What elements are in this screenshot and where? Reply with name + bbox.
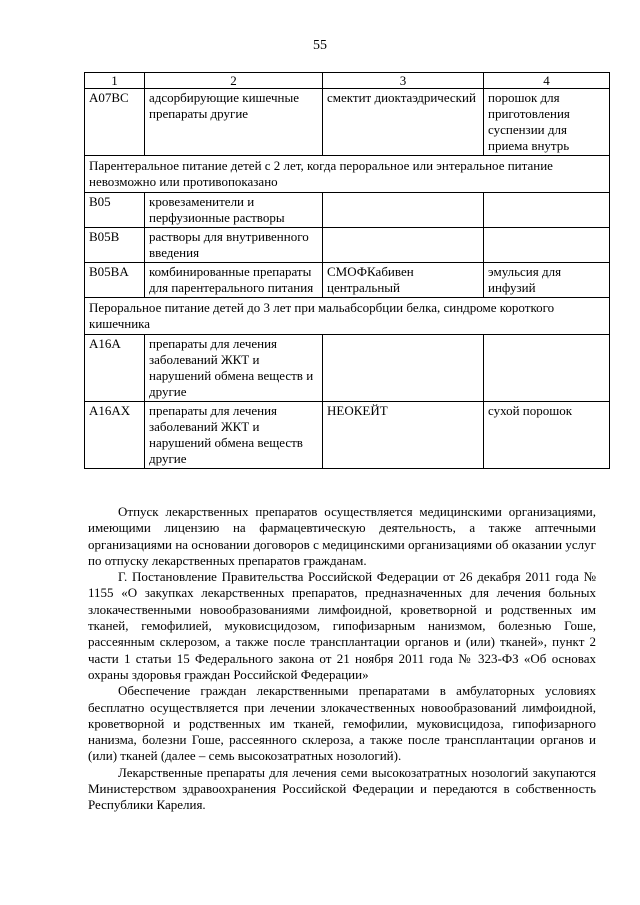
table-row	[85, 89, 610, 156]
table-row	[85, 335, 610, 402]
column-header: 4	[484, 73, 610, 89]
section-title: Парентеральное питание детей с 2 лет, когда пероральное или энтеральное питание невозможно или противопоказано	[85, 156, 610, 193]
group-name-cell: растворы для внутривенного введения	[145, 228, 323, 263]
form-cell: эмульсия для инфузий	[484, 263, 610, 298]
group-name-cell: препараты для лечения заболеваний ЖКТ и нарушений обмена веществ и другие	[145, 335, 323, 402]
drug-name-cell: НЕОКЕЙТ	[323, 402, 484, 469]
drug-name-cell	[323, 193, 484, 228]
atc-code-cell: B05	[85, 193, 145, 228]
form-cell: порошок для приготовления суспензии для приема внутрь	[484, 89, 610, 156]
drug-name-cell	[323, 228, 484, 263]
form-cell	[484, 193, 610, 228]
atc-code-cell: A16A	[85, 335, 145, 402]
table-header-row	[85, 73, 610, 89]
paragraph: Отпуск лекарственных препаратов осуществляется медицинскими организациями, имеющими лицензию на фармацевтическую деятельность, а также аптечными организациями на основании договоров с медицинскими организациями об оказании услуг по отпуску лекарственных препаратов гражданам.	[88, 504, 596, 568]
drug-name-cell	[323, 335, 484, 402]
paragraph: Обеспечение граждан лекарственными препаратами в амбулаторных условиях бесплатно осуществляется при лечении злокачественных новообразований лимфоидной, кроветворной и родственных им тканей, гемофилии, муковисцидоза, гипофизарного нанизма, болезни Гоше, рассеянного склероза, а также после трансплантации органов и (или) тканей (далее – семь высокозатратных нозологий).	[88, 683, 596, 764]
section-title: Пероральное питание детей до 3 лет при мальабсорбции белка, синдроме короткого кишечника	[85, 298, 610, 335]
form-cell	[484, 228, 610, 263]
section-row	[85, 156, 610, 193]
atc-code-cell: A07BC	[85, 89, 145, 156]
form-cell	[484, 335, 610, 402]
group-name-cell: кровезаменители и перфузионные растворы	[145, 193, 323, 228]
table-row	[85, 263, 610, 298]
atc-code-cell: B05B	[85, 228, 145, 263]
paragraph: Г. Постановление Правительства Российской Федерации от 26 декабря 2011 года № 1155 «О закупках лекарственных препаратов, предназначенных для лечения больных злокачественными новообразованиями лимфоидной, кроветворной и родственных им тканей, гемофилией, муковисцидозом, гипофизарным нанизмом, болезнью Гоше, рассеянным склерозом, а также после трансплантации органов и (или) тканей», пункт 2 части 1 статьи 15 Федерального закона от 21 ноября 2011 года № 323-ФЗ «Об основах охраны здоровья граждан Российской Федерации»	[88, 569, 596, 682]
atc-code-cell: B05BA	[85, 263, 145, 298]
paragraph: Лекарственные препараты для лечения семи высокозатратных нозологий закупаются Министерством здравоохранения Российской Федерации и передаются в собственность Республики Карелия.	[88, 764, 596, 813]
page-number: 55	[313, 38, 327, 53]
column-header: 3	[323, 73, 484, 89]
section-row	[85, 298, 610, 335]
table-row	[85, 193, 610, 228]
table-row	[85, 402, 610, 469]
table-row	[85, 228, 610, 263]
drug-name-cell: СМОФКабивен центральный	[323, 263, 484, 298]
group-name-cell: адсорбирующие кишечные препараты другие	[145, 89, 323, 156]
drug-name-cell: смектит диоктаэдрический	[323, 89, 484, 156]
column-header: 2	[145, 73, 323, 89]
body-text	[88, 504, 596, 814]
group-name-cell: препараты для лечения заболеваний ЖКТ и нарушений обмена веществ другие	[145, 402, 323, 469]
group-name-cell: комбинированные препараты для парентерального питания	[145, 263, 323, 298]
column-header: 1	[85, 73, 145, 89]
form-cell: сухой порошок	[484, 402, 610, 469]
atc-code-cell: A16AX	[85, 402, 145, 469]
drug-table	[84, 72, 610, 469]
